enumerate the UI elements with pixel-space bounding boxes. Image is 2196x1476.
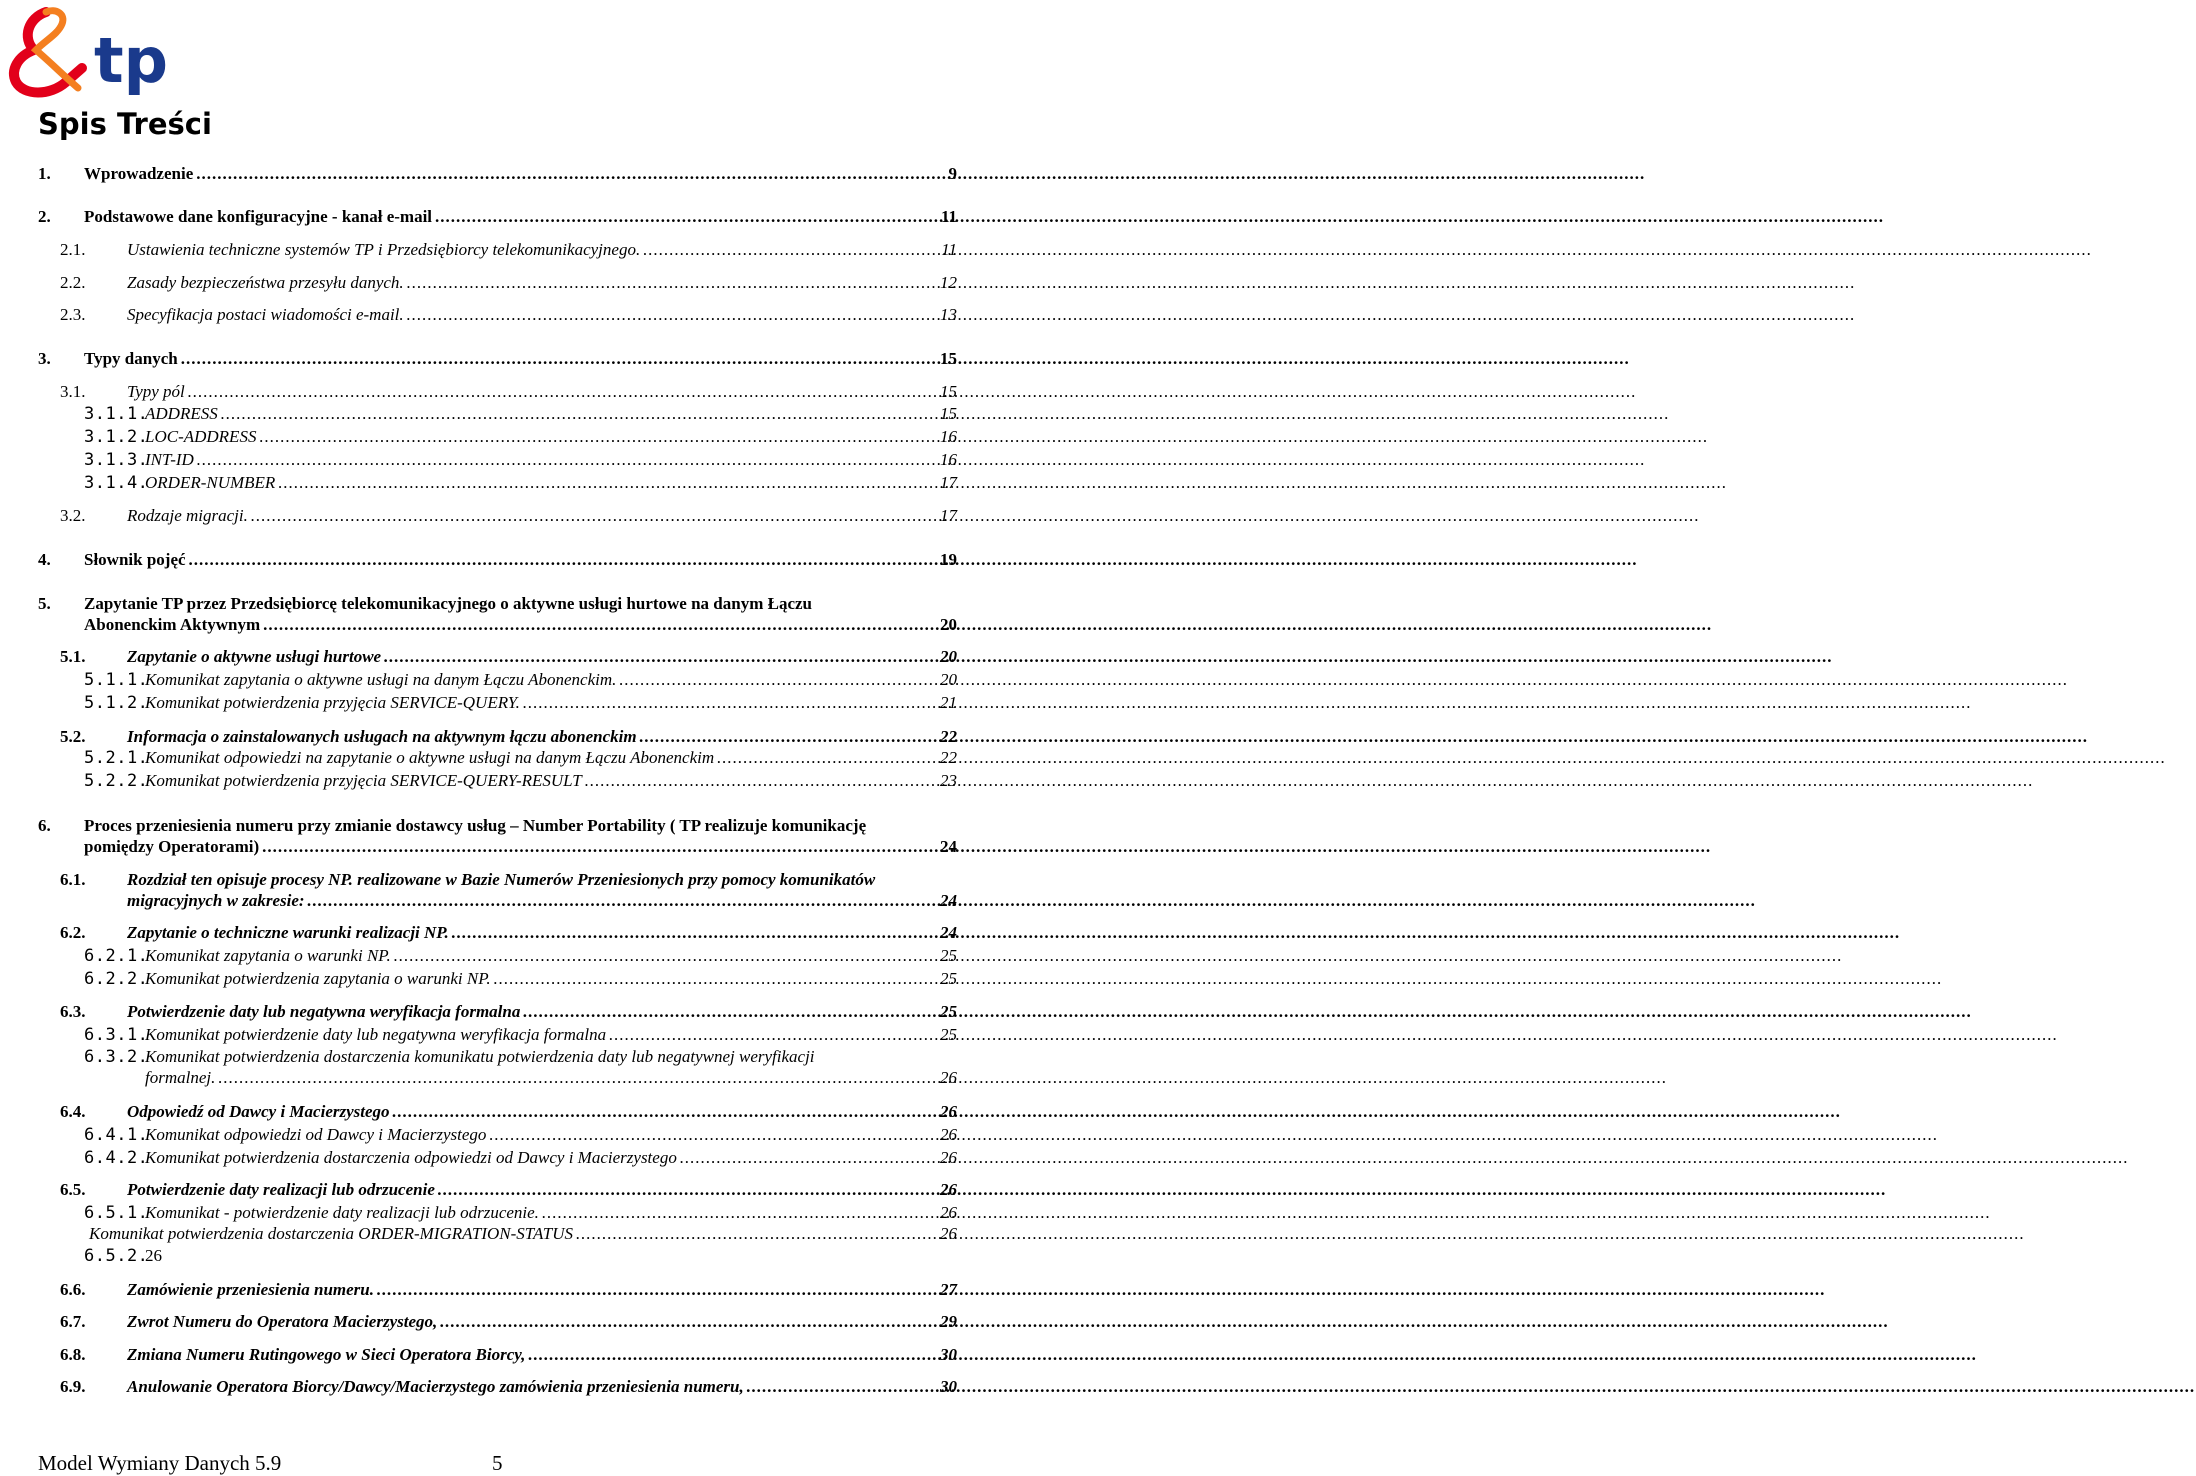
toc-entry-title: Komunikat potwierdzenia dostarczenia komunikatu potwierdzenia daty lub negatywnej weryfikacji: [145, 1047, 815, 1066]
toc-entry-page: 25: [940, 969, 957, 988]
toc-entry-title: Komunikat potwierdzenia zapytania o warunki NP.: [145, 969, 491, 988]
toc-entry-number: 2.3.: [60, 305, 86, 324]
toc-entry-page: 17: [940, 506, 957, 525]
toc-entry-page: 9: [948, 164, 957, 183]
toc-entry-number: 6.3.2.: [84, 1047, 149, 1067]
toc-entry-title: Komunikat potwierdzenia dostarczenia odpowiedzi od Dawcy i Macierzystego: [145, 1148, 677, 1167]
toc-entry-page: 20: [940, 670, 957, 689]
toc-entry-title: Słownik pojęć: [84, 550, 186, 569]
toc-entry-number: 3.1.3.: [84, 450, 149, 470]
toc-entry-number: 6.5.1.: [84, 1203, 149, 1223]
toc-leader-dots: [528, 1344, 937, 1366]
toc-entry-page: 16: [940, 427, 957, 446]
toc-entry-number: 5.1.1.: [84, 670, 149, 690]
toc-entry-title-continued: pomiędzy Operatorami): [84, 837, 260, 856]
toc-leader-dots: [407, 272, 937, 294]
toc-leader-dots: [438, 1179, 937, 1201]
toc-leader-dots: [435, 206, 938, 228]
toc-entry-title: Komunikat - potwierdzenie daty realizacji lub odrzucenie.: [145, 1203, 539, 1222]
toc-entry-title: Komunikat zapytania o warunki NP.: [145, 946, 391, 965]
toc-leader-dots: [188, 381, 937, 403]
toc-entry-page: 26: [940, 1102, 957, 1121]
toc-entry-number: 3.1.1.: [84, 404, 149, 424]
toc-entry-page: 13: [940, 305, 957, 324]
tp-logo-text: tp: [94, 24, 169, 97]
toc-entry-page: 22: [940, 748, 957, 767]
toc-entry-page: 20: [940, 647, 957, 666]
toc-entry-page: 26: [940, 1224, 957, 1243]
toc-entry-page: 11: [940, 207, 957, 226]
footer-document-name: Model Wymiany Danych 5.9: [38, 1451, 282, 1475]
toc-leader-dots: [384, 646, 937, 668]
toc-leader-dots: [643, 239, 938, 261]
toc-leader-dots: [308, 890, 937, 912]
footer-page-number: 5: [492, 1451, 503, 1475]
toc-entry-number: 6.2.: [60, 923, 86, 942]
toc-entry-title: Typy pól: [127, 382, 185, 401]
toc-leader-dots: [393, 1101, 937, 1123]
toc-entry-page: 26: [940, 1203, 957, 1222]
toc-entry-number: 6.2.1.: [84, 946, 149, 966]
toc-entry-page: 27: [940, 1280, 957, 1299]
toc-entry-number: 6.4.: [60, 1102, 86, 1121]
toc-entry-title: Komunikat potwierdzenia przyjęcia SERVICE-QUERY-RESULT: [145, 771, 582, 790]
toc-entry-title-continued: Abonenckim Aktywnym: [84, 615, 261, 634]
toc-leader-dots: [251, 505, 937, 527]
toc-leader-dots: [523, 692, 937, 714]
toc-entry-title: ORDER-NUMBER: [145, 473, 276, 492]
toc-entry-page: 25: [940, 1025, 957, 1044]
toc-entry-number: 6.2.2.: [84, 969, 149, 989]
toc-leader-dots: [585, 770, 937, 792]
page-title: Spis Treści: [38, 107, 212, 141]
toc-entry-page: 15: [940, 382, 957, 401]
toc-entry-page: 17: [940, 473, 957, 492]
toc-entry-page: 24: [940, 891, 957, 910]
toc-entry-number: 6.5.: [60, 1180, 86, 1199]
toc-leader-dots: [609, 1024, 937, 1046]
toc-entry-number: 6.3.: [60, 1002, 86, 1021]
toc-leader-dots: [262, 836, 937, 858]
toc-entry-number: 5.1.: [60, 647, 86, 666]
toc-leader-dots: [440, 1311, 937, 1333]
toc-entry-title: Informacja o zainstalowanych usługach na aktywnym łączu abonenckim: [127, 727, 637, 746]
toc-entry-number: 3.1.4.: [84, 473, 149, 493]
toc-leader-dots: [263, 614, 937, 636]
toc-entry-title: Rozdział ten opisuje procesy NP. realizowane w Bazie Numerów Przeniesionych przy pomocy komunikatów: [127, 870, 876, 889]
toc-leader-dots: [489, 1124, 937, 1146]
toc-entry-page: 25: [940, 946, 957, 965]
toc-entry-title: Zapytanie o techniczne warunki realizacji NP.: [127, 923, 449, 942]
toc-entry-number: 2.2.: [60, 273, 86, 292]
toc-entry-page: 26: [940, 1180, 957, 1199]
toc-entry-page: 15: [940, 349, 957, 368]
toc-entry-number: 5.2.1.: [84, 748, 149, 768]
toc-entry-page: 26: [940, 1148, 957, 1167]
toc-entry-page: 26: [145, 1246, 162, 1265]
toc-leader-dots: [747, 1376, 937, 1398]
toc-entry-page: 24: [940, 923, 957, 942]
toc-entry-number: 3.2.: [60, 506, 86, 525]
toc-leader-dots: [278, 472, 937, 494]
toc-leader-dots: [259, 426, 937, 448]
toc-entry-title: Potwierdzenie daty lub negatywna weryfikacja formalna: [127, 1002, 521, 1021]
toc-entry-page: 26: [940, 1125, 957, 1144]
toc-entry-title: Komunikat odpowiedzi od Dawcy i Macierzystego: [145, 1125, 487, 1144]
toc-entry-page: 19: [940, 550, 957, 569]
toc-entry-title: Komunikat odpowiedzi na zapytanie o aktywne usługi na danym Łączu Abonenckim: [145, 748, 715, 767]
toc-entry-number: 2.: [38, 207, 51, 226]
toc-entry-title: INT-ID: [145, 450, 194, 469]
toc-entry-number: 3.1.2.: [84, 427, 149, 447]
toc-entry-number: 6.4.2.: [84, 1148, 149, 1168]
toc-leader-dots: [542, 1202, 937, 1224]
toc-leader-dots: [197, 449, 937, 471]
toc-entry-number: 1.: [38, 164, 51, 183]
toc-entry-title: Zwrot Numeru do Operatora Macierzystego,: [127, 1312, 438, 1331]
toc-leader-dots: [221, 403, 937, 425]
toc-entry-title-continued: migracyjnych w zakresie:: [127, 891, 305, 910]
toc-entry-page: 22: [940, 727, 957, 746]
toc-entry-number: 6.7.: [60, 1312, 86, 1331]
toc-entry-number: 6.: [38, 816, 51, 835]
toc-leader-dots: [181, 348, 937, 370]
toc-leader-dots: [640, 726, 937, 748]
toc-entry-title: Zapytanie TP przez Przedsiębiorcę telekomunikacyjnego o aktywne usługi hurtowe na danym Łączu: [84, 594, 813, 613]
toc-entry-title: Anulowanie Operatora Biorcy/Dawcy/Macierzystego zamówienia przeniesienia numeru,: [127, 1377, 744, 1396]
toc-entry-title: Potwierdzenie daty realizacji lub odrzucenie: [127, 1180, 435, 1199]
toc-entry-page: 30: [940, 1377, 957, 1396]
toc-entry-title: Ustawienia techniczne systemów TP i Przedsiębiorcy telekomunikacyjnego.: [127, 240, 641, 259]
toc-entry-title: Komunikat potwierdzenia dostarczenia ORDER-MIGRATION-STATUS: [89, 1224, 573, 1243]
toc-entry-title: Zasady bezpieczeństwa przesyłu danych.: [127, 273, 404, 292]
toc-leader-dots: [523, 1001, 937, 1023]
toc-entry-title: Komunikat potwierdzenie daty lub negatywna weryfikacja formalna: [145, 1025, 607, 1044]
toc-entry-title: Specyfikacja postaci wiadomości e-mail.: [127, 305, 404, 324]
toc-entry-page: 12: [940, 273, 957, 292]
toc-entry-number: 4.: [38, 550, 51, 569]
toc-leader-dots: [218, 1067, 937, 1089]
toc-entry-page: 20: [940, 615, 957, 634]
toc-entry-title: Typy danych: [84, 349, 178, 368]
toc-entry-page: 11: [941, 240, 957, 259]
table-of-contents: [0, 0, 960, 1476]
toc-leader-dots: [619, 669, 937, 691]
toc-entry-number: 6.1.: [60, 870, 86, 889]
toc-entry-page: 26: [940, 1068, 957, 1087]
toc-entry-number: 5.2.2.: [84, 771, 149, 791]
toc-leader-dots: [494, 968, 937, 990]
toc-entry-number: 6.3.1.: [84, 1025, 149, 1045]
toc-entry-title: ADDRESS: [145, 404, 218, 423]
toc-leader-dots: [189, 549, 937, 571]
toc-entry-number: 6.9.: [60, 1377, 86, 1396]
toc-entry-title: Wprowadzenie: [84, 164, 194, 183]
toc-entry-title: Zamówienie przeniesienia numeru.: [127, 1280, 374, 1299]
toc-entry-number: 6.6.: [60, 1280, 86, 1299]
toc-entry-number: 6.5.2.: [84, 1246, 149, 1266]
toc-entry-title: Odpowiedź od Dawcy i Macierzystego: [127, 1102, 390, 1121]
toc-entry-page: 16: [940, 450, 957, 469]
toc-entry-page: 30: [940, 1345, 957, 1364]
toc-entry-page: 24: [940, 837, 957, 856]
toc-entry-number: 5.2.: [60, 727, 86, 746]
toc-entry-page: 25: [940, 1002, 957, 1021]
toc-entry-page: 29: [940, 1312, 957, 1331]
toc-entry-title: Rodzaje migracji.: [127, 506, 248, 525]
toc-entry-number: 5.1.2.: [84, 693, 149, 713]
toc-entry-number: 3.1.: [60, 382, 86, 401]
toc-entry-title: Zapytanie o aktywne usługi hurtowe: [127, 647, 382, 666]
toc-leader-dots: [407, 304, 937, 326]
toc-entry-title-continued: formalnej.: [145, 1068, 216, 1087]
toc-entry-number: 5.: [38, 594, 51, 613]
toc-entry-page: 21: [940, 693, 957, 712]
toc-entry-number: 6.4.1.: [84, 1125, 149, 1145]
toc-entry-number: 2.1.: [60, 240, 86, 259]
toc-leader-dots: [196, 163, 945, 185]
toc-leader-dots: [377, 1279, 937, 1301]
toc-entry-number: 6.8.: [60, 1345, 86, 1364]
toc-leader-dots: [717, 747, 937, 769]
toc-entry-title: Komunikat potwierdzenia przyjęcia SERVICE-QUERY.: [145, 693, 520, 712]
toc-entry-title: Komunikat zapytania o aktywne usługi na danym Łączu Abonenckim.: [145, 670, 617, 689]
toc-leader-dots: [576, 1223, 937, 1245]
toc-entry-page: 15: [940, 404, 957, 423]
toc-entry-number: 3.: [38, 349, 51, 368]
toc-entry-title: Zmiana Numeru Rutingowego w Sieci Operatora Biorcy,: [127, 1345, 526, 1364]
toc-leader-dots: [680, 1147, 937, 1169]
toc-entry-title: LOC-ADDRESS: [145, 427, 257, 446]
toc-leader-dots: [394, 945, 937, 967]
toc-entry-page: 23: [940, 771, 957, 790]
toc-entry-title: Proces przeniesienia numeru przy zmianie dostawcy usług – Number Portability ( TP realizuje komunikację: [84, 816, 867, 835]
toc-entry-title: Podstawowe dane konfiguracyjne - kanał e-mail: [84, 207, 433, 226]
toc-leader-dots: [452, 922, 937, 944]
